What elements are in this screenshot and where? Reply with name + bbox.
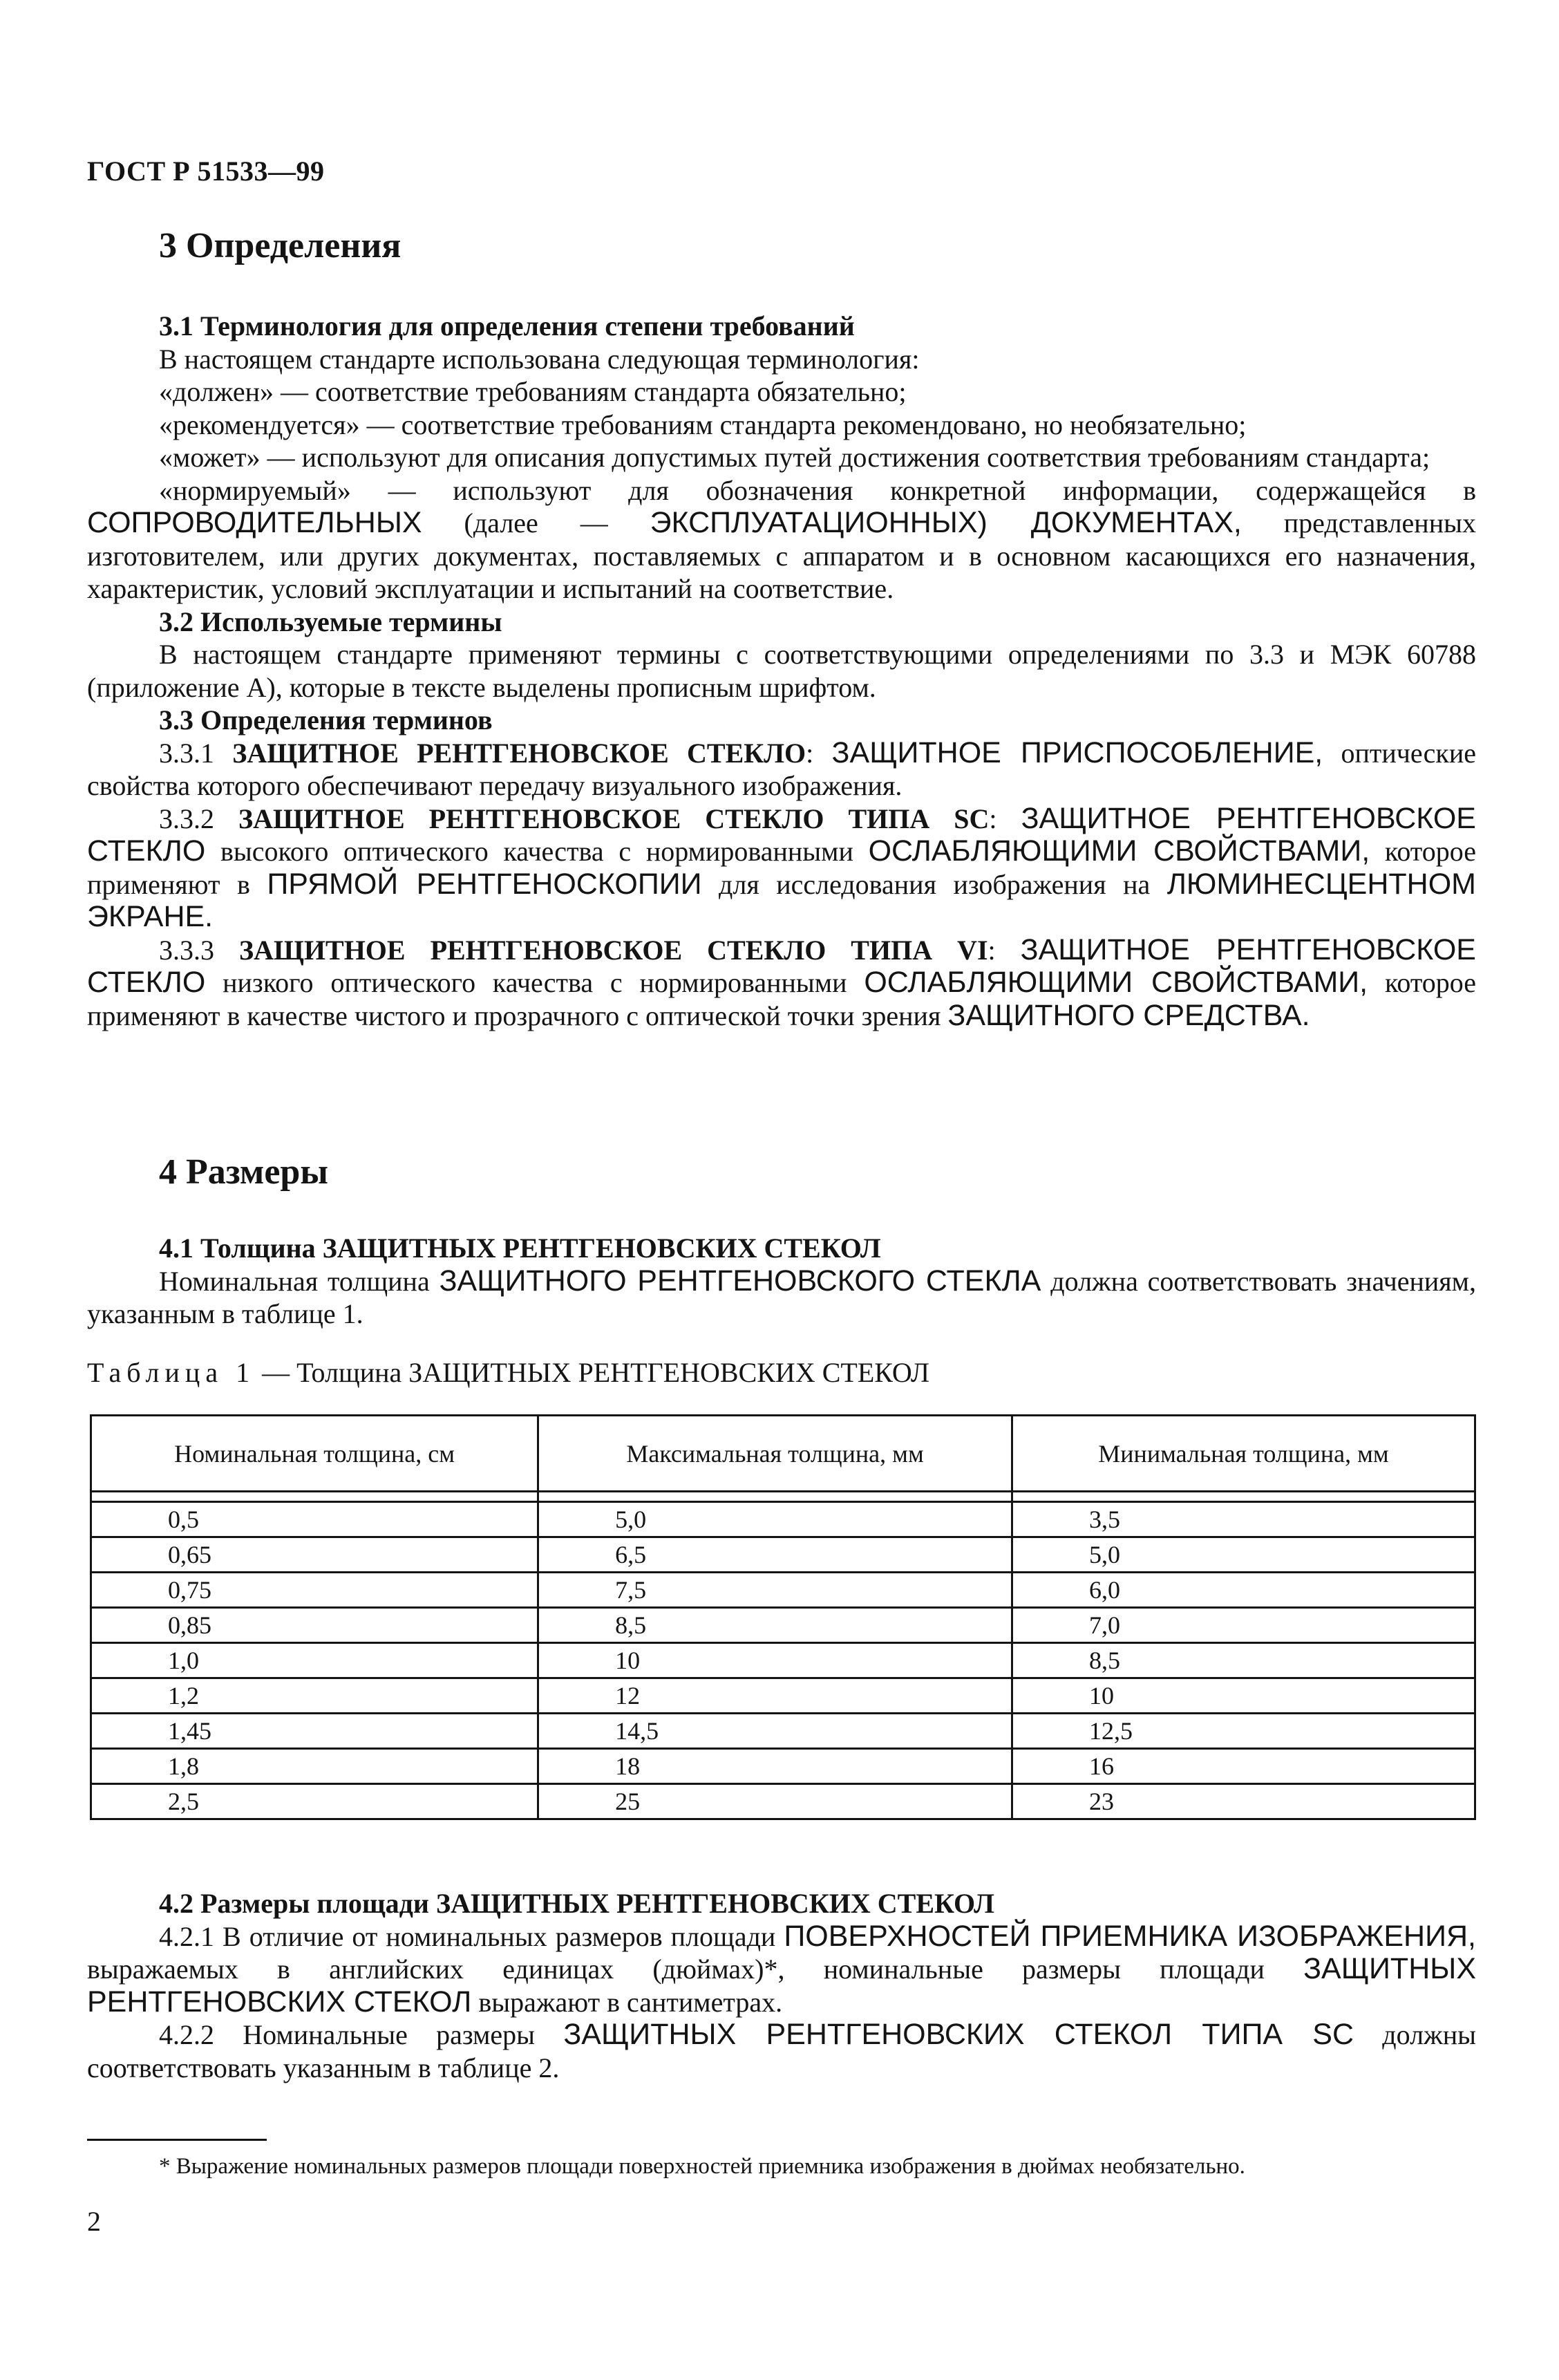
table-cell: 5,0 bbox=[538, 1502, 1012, 1537]
table-row bbox=[91, 1537, 1475, 1573]
term-run: ЗАЩИТНОЕ РЕНТГЕНОВСКОЕ СТЕКЛО bbox=[87, 801, 1476, 868]
defined-term: ЗАЩИТНОЕ РЕНТГЕНОВСКОЕ СТЕКЛО ТИПА SC bbox=[214, 803, 990, 834]
column-header: Максимальная толщина, мм bbox=[538, 1416, 1012, 1492]
table-row bbox=[91, 1502, 1475, 1537]
section-4-2-body bbox=[87, 1887, 1476, 2084]
caption-text: — Толщина ЗАЩИТНЫХ РЕНТГЕНОВСКИХ СТЕКОЛ bbox=[255, 1357, 929, 1388]
document-header: ГОСТ Р 51533—99 bbox=[87, 156, 325, 187]
gap-cell bbox=[538, 1492, 1012, 1502]
subsection-3-1-title: 3.1 Терминология для определения степени требований bbox=[159, 310, 855, 341]
text-run: высокого оптического качества с нормированными bbox=[205, 836, 869, 867]
term-mozhet: «может» — используют для описания допустимых путей достижения соответствия требованиям стандарта; bbox=[159, 442, 1430, 473]
text-run: Номинальная толщина bbox=[159, 1265, 440, 1297]
clause-number: 3.3.2 bbox=[159, 803, 214, 834]
paragraph-4-2-2 bbox=[87, 2018, 1476, 2084]
table-cell: 7,5 bbox=[538, 1573, 1012, 1608]
term-run: СОПРОВОДИТЕЛЬНЫХ bbox=[87, 506, 422, 539]
table-cell: 10 bbox=[538, 1643, 1012, 1678]
paragraph-4-1 bbox=[87, 1265, 1476, 1331]
table-cell: 1,45 bbox=[91, 1714, 538, 1749]
table-cell: 7,0 bbox=[1012, 1608, 1475, 1643]
text-run: оптические свойства которого обеспечивают передачу визуального изображения. bbox=[87, 737, 1476, 801]
term-run: ПРЯМОЙ РЕНТГЕНОСКОПИИ bbox=[267, 867, 702, 901]
column-header: Номинальная толщина, см bbox=[91, 1416, 538, 1492]
table-header-row bbox=[91, 1416, 1475, 1492]
term-run: ЗАЩИТНОЕ РЕНТГЕНОВСКОЕ СТЕКЛО bbox=[87, 933, 1476, 999]
text-run: представленных изготовителем, или других документах, поставляемых с аппаратом и в основном касающихся его назначения, характеристик, условий эксплуатации и испытаний на соответствие. bbox=[87, 507, 1476, 604]
table-row bbox=[91, 1643, 1475, 1678]
term-dolzhen: «должен» — соответствие требованиям стандарта обязательно; bbox=[159, 376, 907, 407]
term-run: ЗАЩИТНОЕ ПРИСПОСОБЛЕНИЕ, bbox=[831, 735, 1323, 769]
definition-3-3-3 bbox=[87, 934, 1476, 1033]
paragraph-3-2: В настоящем стандарте применяют термины с соответствующими определениями по 3.3 и МЭК 60788 (приложение А), которые в тексте выделены прописным шрифтом. bbox=[87, 639, 1476, 703]
table-row bbox=[91, 1608, 1475, 1643]
table-cell: 1,2 bbox=[91, 1678, 538, 1714]
text-run: должна соответствовать значениям, указанным в таблице 1. bbox=[87, 1265, 1476, 1329]
table-row bbox=[91, 1714, 1475, 1749]
term-rekomenduetsya: «рекомендуется» — соответствие требованиям стандарта рекомендовано, но необязательно; bbox=[159, 409, 1247, 440]
section-3-title: 3 Определения bbox=[159, 226, 401, 265]
table-cell: 8,5 bbox=[538, 1608, 1012, 1643]
paragraph-3-1-intro: В настоящем стандарте использована следующая терминология: bbox=[159, 343, 920, 375]
table-cell: 1,8 bbox=[91, 1749, 538, 1784]
table-row bbox=[91, 1784, 1475, 1819]
defined-term: ЗАЩИТНОЕ РЕНТГЕНОВСКОЕ СТЕКЛО bbox=[214, 737, 806, 769]
table-cell: 25 bbox=[538, 1784, 1012, 1819]
definition-3-3-2 bbox=[87, 803, 1476, 934]
text-run: для исследования изображения на bbox=[701, 868, 1167, 900]
table-gap-row bbox=[91, 1492, 1475, 1502]
table-row bbox=[91, 1749, 1475, 1784]
term-run: ЭКСПЛУАТАЦИОННЫХ) ДОКУМЕНТАХ, bbox=[650, 506, 1242, 539]
text-run: выражают в сантиметрах. bbox=[471, 1986, 783, 2018]
term-run: ЗАЩИТНЫХ РЕНТГЕНОВСКИХ СТЕКОЛ bbox=[87, 1952, 1476, 2018]
term-run: ЗАЩИТНОГО РЕНТГЕНОВСКОГО СТЕКЛА bbox=[439, 1264, 1041, 1297]
table-cell: 0,85 bbox=[91, 1608, 538, 1643]
subsection-4-2-title: 4.2 Размеры площади ЗАЩИТНЫХ РЕНТГЕНОВСКИХ СТЕКОЛ bbox=[159, 1888, 994, 1919]
text-run: (далее — bbox=[422, 507, 650, 538]
text-run: «нормируемый» — используют для обозначения конкретной информации, содержащейся в bbox=[159, 474, 1476, 506]
clause-number: 3.3.1 bbox=[159, 737, 214, 769]
table-row bbox=[91, 1678, 1475, 1714]
column-header: Минимальная толщина, мм bbox=[1012, 1416, 1475, 1492]
paragraph-4-2-1 bbox=[87, 1920, 1476, 2019]
text-run: 4.2.1 В отличие от номинальных размеров площади bbox=[159, 1920, 784, 1952]
table-cell: 18 bbox=[538, 1749, 1012, 1784]
table-cell: 6,5 bbox=[538, 1537, 1012, 1573]
caption-label: Таблица 1 bbox=[87, 1357, 256, 1388]
text-run: должны соответствовать указанным в таблице 2. bbox=[87, 2019, 1476, 2083]
table-cell: 5,0 bbox=[1012, 1537, 1475, 1573]
table-cell: 8,5 bbox=[1012, 1643, 1475, 1678]
table-1-caption bbox=[87, 1356, 929, 1389]
term-normiruemyi bbox=[87, 474, 1476, 606]
table-cell: 23 bbox=[1012, 1784, 1475, 1819]
thickness-table bbox=[90, 1414, 1476, 1820]
text-run: : bbox=[988, 934, 1021, 966]
text-run: низкого оптического качества с нормированными bbox=[205, 967, 864, 998]
footnote: * Выражение номинальных размеров площади поверхностей приемника изображения в дюймах необязательно. bbox=[159, 2154, 1245, 2179]
text-run: которое применяют в bbox=[87, 836, 1476, 900]
table-cell: 1,0 bbox=[91, 1643, 538, 1678]
text-run: которое применяют в качестве чистого и прозрачного с оптической точки зрения bbox=[87, 967, 1477, 1031]
defined-term: ЗАЩИТНОЕ РЕНТГЕНОВСКОЕ СТЕКЛО ТИПА VI bbox=[214, 934, 988, 966]
text-run: выражаемых в английских единицах (дюймах)*, номинальные размеры площади bbox=[87, 1953, 1304, 1985]
term-run: ПОВЕРХНОСТЕЙ ПРИЕМНИКА ИЗОБРАЖЕНИЯ, bbox=[784, 1919, 1477, 1953]
text-run: : bbox=[806, 737, 832, 769]
section-4-title: 4 Размеры bbox=[159, 1152, 328, 1192]
table-cell: 2,5 bbox=[91, 1784, 538, 1819]
text-run: : bbox=[989, 803, 1021, 834]
term-run: ЗАЩИТНЫХ РЕНТГЕНОВСКИХ СТЕКОЛ ТИПА SC bbox=[563, 2018, 1354, 2051]
definition-3-3-1 bbox=[87, 737, 1476, 803]
term-run: ЗАЩИТНОГО СРЕДСТВА. bbox=[947, 998, 1310, 1032]
table-cell: 12,5 bbox=[1012, 1714, 1475, 1749]
text-run: 4.2.2 Номинальные размеры bbox=[159, 2019, 564, 2050]
table-cell: 12 bbox=[538, 1678, 1012, 1714]
table-cell: 0,65 bbox=[91, 1537, 538, 1573]
table-cell: 0,5 bbox=[91, 1502, 538, 1537]
term-run: ОСЛАБЛЯЮЩИМИ СВОЙСТВАМИ, bbox=[864, 966, 1368, 999]
table-cell: 16 bbox=[1012, 1749, 1475, 1784]
section-4-1-body bbox=[87, 1232, 1476, 1331]
table-cell: 14,5 bbox=[538, 1714, 1012, 1749]
table-cell: 6,0 bbox=[1012, 1573, 1475, 1608]
footnote-divider bbox=[87, 2139, 267, 2141]
table-cell: 3,5 bbox=[1012, 1502, 1475, 1537]
table-cell: 10 bbox=[1012, 1678, 1475, 1714]
subsection-3-2-title: 3.2 Используемые термины bbox=[159, 606, 502, 637]
term-run: ЛЮМИНЕСЦЕНТНОМ ЭКРАНЕ. bbox=[87, 867, 1476, 933]
subsection-3-3-title: 3.3 Определения терминов bbox=[159, 704, 493, 735]
subsection-4-1-title: 4.1 Толщина ЗАЩИТНЫХ РЕНТГЕНОВСКИХ СТЕКОЛ bbox=[159, 1233, 881, 1264]
table-row bbox=[91, 1573, 1475, 1608]
section-3-body bbox=[87, 310, 1476, 1032]
table-cell: 0,75 bbox=[91, 1573, 538, 1608]
term-run: ОСЛАБЛЯЮЩИМИ СВОЙСТВАМИ, bbox=[868, 834, 1370, 868]
page-number: 2 bbox=[87, 2206, 101, 2237]
gap-cell bbox=[1012, 1492, 1475, 1502]
gap-cell bbox=[91, 1492, 538, 1502]
clause-number: 3.3.3 bbox=[159, 934, 214, 966]
